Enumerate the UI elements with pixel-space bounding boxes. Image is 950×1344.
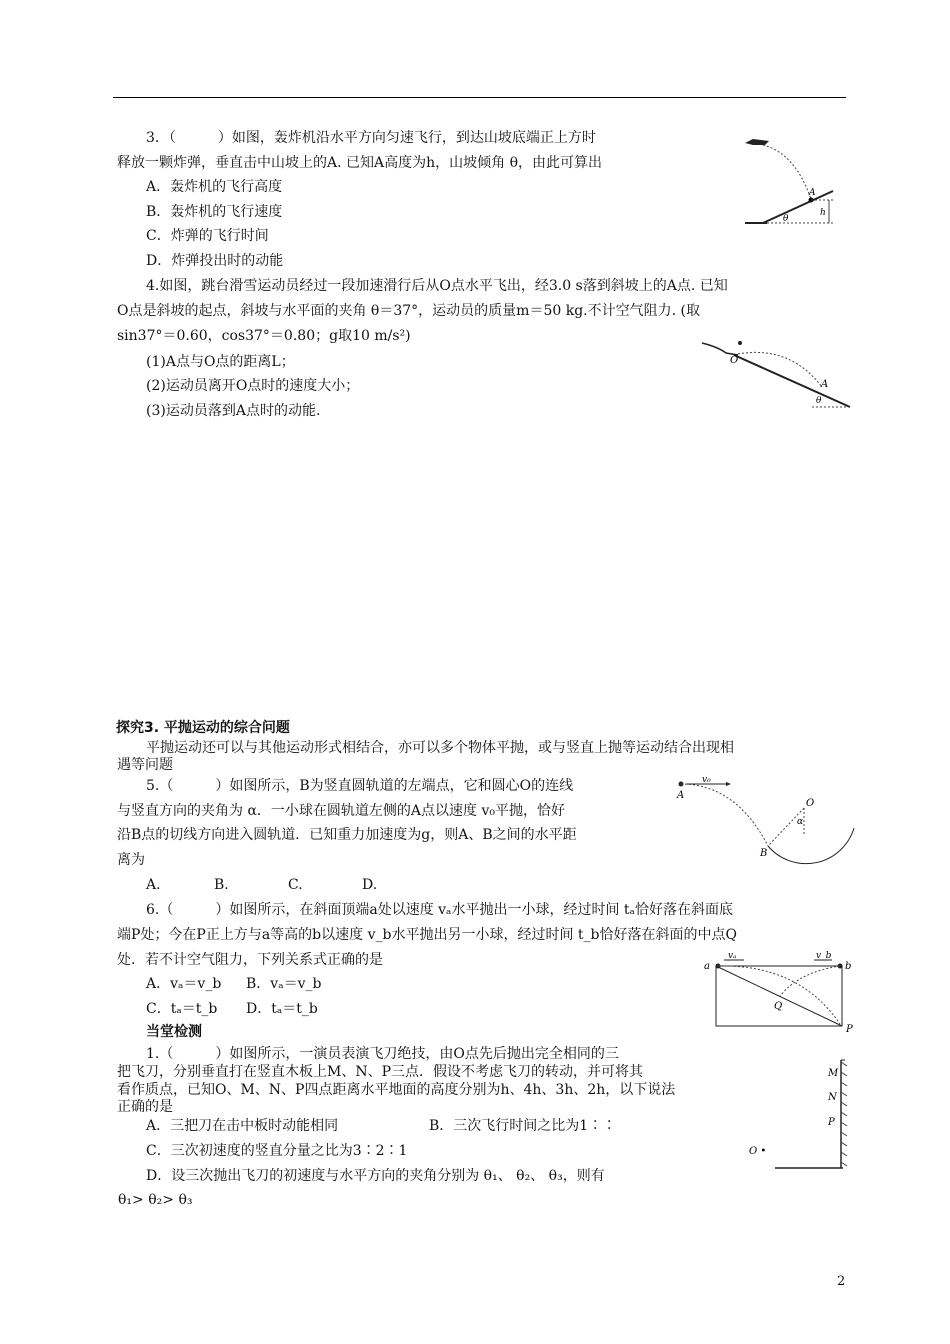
q4-part-1: (1)A点与O点的距离L； — [146, 354, 295, 370]
q4-part-3: (3)运动员落到A点时的动能. — [146, 403, 321, 419]
q6-option-a: A．vₐ＝v_b — [146, 976, 222, 992]
q4-fig-label-a: A — [821, 379, 829, 390]
c1-option-a: A．三把刀在击中板时动能相同 — [146, 1118, 339, 1134]
q5-line3: 沿B点的切线方向进入圆轨道．已知重力加速度为g，则A、B之间的水平距 — [117, 827, 577, 843]
c1-knife-board-figure — [745, 1058, 850, 1173]
q4-fig-label-theta: θ — [816, 396, 822, 406]
page-number: 2 — [837, 1274, 846, 1289]
q6-line1: 6.（ ）如图所示，在斜面顶端a处以速度 vₐ水平抛出一小球，经过时间 tₐ恰好落在斜面底 — [146, 902, 733, 918]
section3-title: 探究3. 平抛运动的综合问题 — [116, 720, 290, 736]
q3-fig-label-a: A — [809, 188, 816, 198]
c1-option-c: C．三次初速度的竖直分量之比为3∶2∶1 — [146, 1143, 408, 1159]
q6-fig-label-q: Q — [774, 1001, 783, 1012]
c1-line4: 正确的是 — [117, 1099, 173, 1115]
c1-fig-label-p: P — [828, 1117, 835, 1128]
c1-fig-label-m: M — [828, 1068, 839, 1079]
q5-option-c: C. — [288, 877, 303, 893]
q3-option-d: D．炸弹投出时的动能 — [146, 253, 284, 269]
q6-option-b: B．vₐ＝v_b — [246, 976, 322, 992]
q4-line2: O点是斜坡的起点，斜坡与水平面的夹角 θ＝37°，运动员的质量m＝50 kg.不计空气阻力. (取 — [117, 303, 700, 319]
q5-option-b: B. — [214, 877, 229, 893]
q3-line2: 释放一颗炸弹，垂直击中山坡上的A. 已知A高度为h，山坡倾角 θ，由此可算出 — [117, 155, 603, 171]
q5-fig-label-o: O — [806, 798, 815, 809]
q4-fig-label-o: O — [730, 355, 739, 366]
q5-option-a: A. — [146, 877, 161, 893]
q6-fig-label-b: b — [845, 961, 852, 972]
q5-circular-track-figure — [676, 774, 856, 866]
section3-intro-line1: 平抛运动还可以与其他运动形式相结合，亦可以多个物体平抛，或与竖直上抛等运动结合出现相 — [146, 740, 734, 756]
q5-line2: 与竖直方向的夹角为 α．一小球在圆轨道左侧的A点以速度 v₀平抛，恰好 — [117, 803, 565, 819]
q3-line1: 3．（ ）如图，轰炸机沿水平方向匀速飞行，到达山坡底端正上方时 — [146, 130, 596, 146]
c1-option-d-line2: θ₁> θ₂> θ₃ — [118, 1192, 193, 1208]
q6-incline-figure — [704, 951, 854, 1035]
section-check-title: 当堂检测 — [146, 1024, 202, 1040]
q3-fig-label-h: h — [820, 208, 826, 218]
q4-ski-figure — [700, 335, 852, 410]
c1-fig-label-o: O • — [749, 1146, 767, 1157]
c1-option-d-line1: D．设三次抛出飞刀的初速度与水平方向的夹角分别为 θ₁、 θ₂、 θ₃，则有 — [146, 1168, 605, 1184]
q5-line4: 离为 — [117, 852, 145, 868]
q5-fig-label-b: B — [760, 848, 768, 859]
q5-fig-label-alpha: α — [797, 817, 804, 827]
c1-line3: 看作质点，已知O、M、N、P四点距离水平地面的高度分别为h、4h、3h、2h，以下说法 — [117, 1082, 676, 1098]
q5-line1: 5.（ ）如图所示，B为竖直圆轨道的左端点，它和圆心O的连线 — [146, 778, 574, 794]
q6-fig-label-vb: v_b — [816, 951, 832, 961]
q4-line3: sin37°＝0.60，cos37°＝0.80；g取10 m/s²) — [117, 328, 411, 344]
q6-fig-label-a: a — [704, 961, 710, 972]
header-rule — [113, 97, 846, 98]
q6-line3: 处．若不计空气阻力，下列关系式正确的是 — [117, 952, 383, 968]
c1-line1: 1.（ ）如图所示，一演员表演飞刀绝技，由O点先后抛出完全相同的三 — [146, 1046, 619, 1062]
q5-option-d: D. — [362, 877, 378, 893]
q6-option-c: C．tₐ＝t_b — [146, 1001, 218, 1017]
q4-part-2: (2)运动员离开O点时的速度大小； — [146, 378, 360, 394]
q5-fig-label-a: A — [677, 790, 685, 801]
q6-fig-label-p: P — [846, 1024, 853, 1035]
q3-bomber-figure — [745, 133, 845, 228]
q6-line2: 端P处；今在P正上方与a等高的b以速度 v_b水平抛出另一小球，经过时间 t_b恰好落在斜面的中点Q — [117, 927, 737, 943]
q4-line1: 4.如图，跳台滑雪运动员经过一段加速滑行后从O点水平飞出，经3.0 s落到斜坡上的A点. 已知 — [146, 278, 728, 294]
q6-option-d: D．tₐ＝t_b — [246, 1001, 318, 1017]
q6-fig-label-va: vₐ — [728, 951, 737, 961]
q3-fig-label-theta: θ — [783, 214, 789, 224]
c1-fig-label-n: N — [828, 1092, 837, 1103]
c1-line2: 把飞刀，分别垂直打在竖直木板上M、N、P三点．假设不考虑飞刀的转动，并可将其 — [117, 1064, 644, 1080]
q5-fig-label-v0: v₀ — [702, 775, 711, 785]
section3-intro-line2: 遇等问题 — [117, 757, 173, 773]
q3-option-c: C．炸弹的飞行时间 — [146, 228, 269, 244]
q3-option-a: A．轰炸机的飞行高度 — [146, 179, 283, 195]
c1-option-b: B．三次飞行时间之比为1∶∶ — [429, 1118, 617, 1134]
q3-option-b: B．轰炸机的飞行速度 — [146, 204, 283, 220]
